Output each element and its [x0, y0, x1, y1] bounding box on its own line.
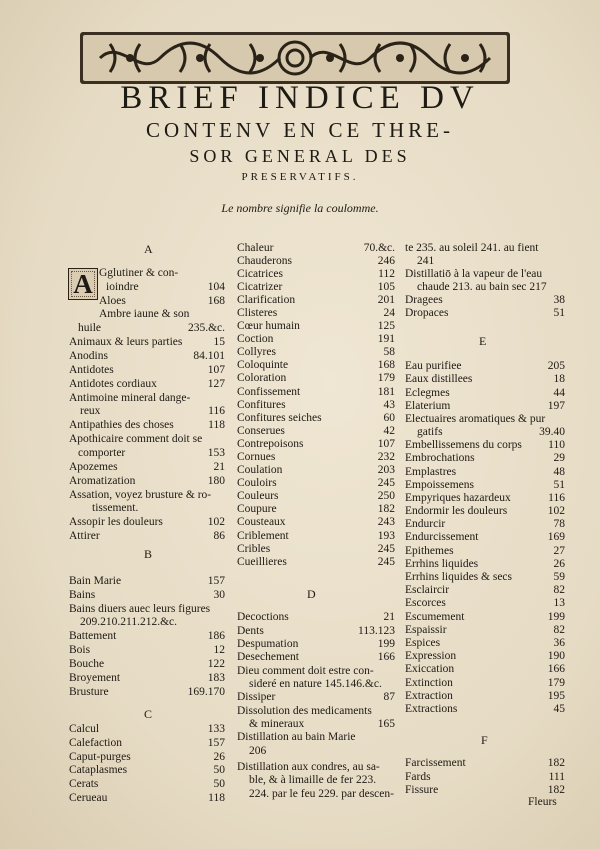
decorated-drop-cap	[68, 268, 98, 300]
decorative-headpiece-ornament	[80, 32, 510, 84]
section-heading-b: B	[144, 547, 153, 561]
page-title-line-4: PRESERVATIFS.	[241, 171, 359, 183]
book-page: BRIEF INDICE DV CONTENV EN CE THRE- SOR GENERAL DES PRESERVATIFS. Le nombre signifie la coulomme. A A B C Gglutiner & con- ioindre 104 Aloes 168 Ambre iaune & son huile 235.&c. Animaux & leurs parties 15 Anodins 84.101 Antidotes 107 Antidotes cordiaux 127 Antimoine mineral dange- reux 116 Antipathies des choses 118 Apothicaire comment doit se comporter 153 Apozemes 21 Aromatization 180 Assation, voyez brusture & ro- tissement. Assopir les douleurs 102 Attirer 86 Bain Marie 157 Bains 30 Bains diuers auec leurs figures 209.210.211.212.&c. Battement 186 Bois 12 Bouche 122 Broyement 183 Brusture 169.170 Calcul 133 Calefaction 157 Caput-purges 26 Cataplasmes 50 Cerats 50 Cerueau 118 D Chaleur 70.&c. Chauderons 246 Cicatrices 112 Cicatrizer 105 Clarification 201 Clisteres 24 Cœur humain 125 Coction 191 Collyres 58 Coloquinte 168 Coloration 179 Confissement 181 Confitures 43 Confitures seiches 60 Conserues 42 Contrepoisons 107 Cornues 232 Coulation 203 Couloirs 245 Couleurs 250 Coupure 182 Cousteaux 243 Criblement 193 Cribles 245 Cueillieres 245 Decoctions 21 Dents 113.123 Despumation 199 Desechement 166 Dieu comment doit estre con- sideré en nature 145.146.&c. Dissiper 87 Dissolution des medicaments & mineraux 165 Distillation au bain Marie 206 Distillation aux condres, au sa- ble, & à limaille de fer 223. 224. par le feu 229. par descen- E F te 235. au soleil 241. au fient 241 Distillatiō à la vapeur de l'eau chaude 213. au bain sec 217 Dragees 38 Dropaces 51 Eau purifiee 205 Eaux distillees 18 Eclegmes 44 Elaterium 197 Electuaires aromatiques & pur gatifs 39.40 Embellissemens du corps 110 Embrochations 29 Emplastres 48 Empoissemens 51 Empyriques hazardeux 116 Endormir les douleurs 102 Endurcir 78 Endurcissement 169 Epithemes 27 Errhins liquides 26 Errhins liquides & secs 59 Esclaircir 82 Escorces 13 Escumement 199 Espaissir 82 Espices 36 Expression 190 Exiccation 166 Extinction 179 Extraction 195 Extractions 45 Farcissement 182 Fards 111 Fissure 182 Fleurs	[0, 0, 600, 849]
page-title-line-3: SOR GENERAL DES	[189, 146, 411, 166]
drop-cap-letter: A	[73, 269, 93, 299]
section-heading-a: A	[144, 242, 153, 256]
section-heading-c: C	[144, 707, 153, 721]
section-heading-e: E	[479, 334, 487, 348]
page-title: BRIEF INDICE DV	[120, 80, 480, 116]
section-heading-f: F	[481, 733, 488, 747]
section-heading-d: D	[307, 587, 316, 601]
index-subtitle: Le nombre signifie la coulomme.	[221, 201, 379, 215]
page-title-line-2: CONTENV EN CE THRE-	[146, 118, 454, 142]
